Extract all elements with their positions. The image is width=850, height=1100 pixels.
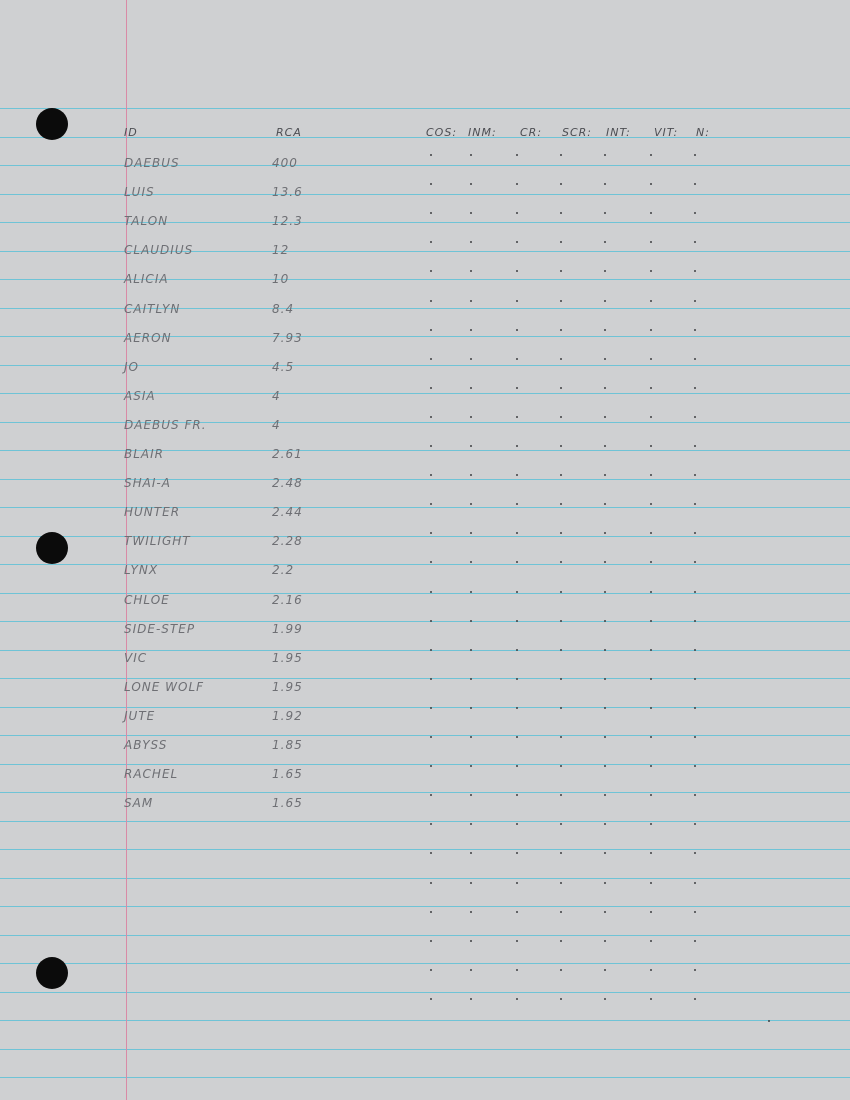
grid-dot: [516, 416, 518, 418]
grid-dot: [650, 532, 652, 534]
grid-dot: [604, 823, 606, 825]
grid-dot: [430, 474, 432, 476]
rule-line: [0, 792, 850, 793]
grid-dot: [694, 300, 696, 302]
rule-line: [0, 1049, 850, 1050]
row-name: JUTE: [124, 709, 156, 723]
grid-dot: [650, 503, 652, 505]
grid-dot: [516, 765, 518, 767]
grid-dot: [694, 532, 696, 534]
grid-dot: [516, 794, 518, 796]
grid-dot: [694, 852, 696, 854]
grid-dot: [604, 969, 606, 971]
grid-dot: [650, 416, 652, 418]
header-score: RCA: [276, 126, 302, 139]
grid-dot: [516, 561, 518, 563]
row-name: SHAI-A: [124, 476, 171, 490]
grid-dot: [604, 911, 606, 913]
rule-line: [0, 906, 850, 907]
row-name: CAITLYN: [124, 302, 181, 316]
row-score: 13.6: [272, 185, 303, 199]
grid-dot: [516, 241, 518, 243]
grid-dot: [470, 154, 472, 156]
grid-dot: [650, 911, 652, 913]
header-stat-int: INT:: [606, 126, 631, 139]
grid-dot: [430, 591, 432, 593]
grid-dot: [650, 969, 652, 971]
grid-dot: [694, 212, 696, 214]
row-name: ASIA: [124, 389, 156, 403]
row-name: LONE WOLF: [124, 680, 205, 694]
grid-dot: [470, 183, 472, 185]
row-score: 1.65: [272, 767, 303, 781]
grid-dot: [650, 270, 652, 272]
grid-dot: [560, 852, 562, 854]
grid-dot: [650, 998, 652, 1000]
grid-dot: [430, 270, 432, 272]
grid-dot: [650, 852, 652, 854]
grid-dot: [516, 212, 518, 214]
grid-dot: [470, 649, 472, 651]
row-score: 2.28: [272, 534, 303, 548]
rule-line: [0, 1077, 850, 1078]
grid-dot: [516, 678, 518, 680]
grid-dot: [430, 154, 432, 156]
grid-dot: [694, 503, 696, 505]
grid-dot: [516, 532, 518, 534]
grid-dot: [560, 474, 562, 476]
grid-dot: [560, 532, 562, 534]
grid-dot: [430, 765, 432, 767]
grid-dot: [430, 882, 432, 884]
grid-dot: [430, 823, 432, 825]
grid-dot: [560, 270, 562, 272]
grid-dot: [470, 707, 472, 709]
grid-dot: [604, 270, 606, 272]
grid-dot: [516, 183, 518, 185]
grid-dot: [694, 387, 696, 389]
grid-dot: [694, 329, 696, 331]
grid-dot: [516, 154, 518, 156]
row-score: 1.65: [272, 796, 303, 810]
rule-line: [0, 707, 850, 708]
grid-dot: [516, 270, 518, 272]
header-stat-inm: INM:: [468, 126, 497, 139]
row-score: 10: [272, 272, 290, 286]
grid-dot: [694, 416, 696, 418]
row-name: JO: [124, 360, 139, 374]
grid-dot: [560, 212, 562, 214]
grid-dot: [650, 707, 652, 709]
grid-dot: [560, 707, 562, 709]
grid-dot: [768, 1020, 770, 1022]
grid-dot: [516, 300, 518, 302]
punch-hole-middle: [36, 532, 68, 564]
grid-dot: [694, 445, 696, 447]
grid-dot: [694, 649, 696, 651]
row-name: RACHEL: [124, 767, 179, 781]
row-name: AERON: [124, 331, 172, 345]
grid-dot: [604, 940, 606, 942]
grid-dot: [560, 620, 562, 622]
grid-dot: [516, 707, 518, 709]
grid-dot: [516, 358, 518, 360]
grid-dot: [516, 474, 518, 476]
grid-dot: [560, 940, 562, 942]
grid-dot: [650, 387, 652, 389]
grid-dot: [516, 591, 518, 593]
grid-dot: [560, 591, 562, 593]
grid-dot: [430, 678, 432, 680]
grid-dot: [694, 620, 696, 622]
row-score: 1.92: [272, 709, 303, 723]
grid-dot: [560, 329, 562, 331]
grid-dot: [516, 969, 518, 971]
grid-dot: [604, 852, 606, 854]
header-stat-vit: VIT:: [654, 126, 679, 139]
grid-dot: [516, 445, 518, 447]
grid-dot: [694, 154, 696, 156]
rule-line: [0, 963, 850, 964]
grid-dot: [694, 561, 696, 563]
grid-dot: [516, 940, 518, 942]
grid-dot: [560, 416, 562, 418]
grid-dot: [560, 765, 562, 767]
grid-dot: [694, 707, 696, 709]
grid-dot: [516, 736, 518, 738]
grid-dot: [604, 678, 606, 680]
grid-dot: [694, 736, 696, 738]
grid-dot: [650, 620, 652, 622]
row-name: CLAUDIUS: [124, 243, 194, 257]
grid-dot: [560, 154, 562, 156]
row-name: TALON: [124, 214, 169, 228]
row-score: 8.4: [272, 302, 295, 316]
row-name: DAEBUS FR.: [124, 418, 207, 432]
row-score: 2.44: [272, 505, 303, 519]
grid-dot: [560, 445, 562, 447]
grid-dot: [516, 649, 518, 651]
grid-dot: [650, 940, 652, 942]
grid-dot: [430, 358, 432, 360]
grid-dot: [604, 329, 606, 331]
row-score: 2.48: [272, 476, 303, 490]
grid-dot: [650, 765, 652, 767]
grid-dot: [470, 620, 472, 622]
grid-dot: [470, 561, 472, 563]
grid-dot: [604, 358, 606, 360]
header-stat-cos: COS:: [426, 126, 458, 139]
grid-dot: [470, 212, 472, 214]
grid-dot: [516, 387, 518, 389]
grid-dot: [694, 358, 696, 360]
grid-dot: [650, 736, 652, 738]
grid-dot: [470, 998, 472, 1000]
grid-dot: [560, 649, 562, 651]
grid-dot: [470, 911, 472, 913]
rule-line: [0, 878, 850, 879]
rule-line: [0, 108, 850, 109]
grid-dot: [604, 707, 606, 709]
grid-dot: [560, 794, 562, 796]
grid-dot: [470, 270, 472, 272]
grid-dot: [694, 183, 696, 185]
row-name: ABYSS: [124, 738, 168, 752]
grid-dot: [470, 765, 472, 767]
grid-dot: [694, 998, 696, 1000]
grid-dot: [430, 416, 432, 418]
grid-dot: [430, 445, 432, 447]
grid-dot: [470, 678, 472, 680]
grid-dot: [650, 591, 652, 593]
grid-dot: [650, 358, 652, 360]
grid-dot: [430, 969, 432, 971]
grid-dot: [604, 474, 606, 476]
grid-dot: [604, 591, 606, 593]
grid-dot: [430, 387, 432, 389]
row-name: SIDE-STEP: [124, 622, 196, 636]
rule-line: [0, 821, 850, 822]
grid-dot: [516, 329, 518, 331]
grid-dot: [604, 416, 606, 418]
grid-dot: [430, 503, 432, 505]
grid-dot: [516, 503, 518, 505]
row-name: LYNX: [124, 563, 159, 577]
grid-dot: [604, 445, 606, 447]
grid-dot: [430, 911, 432, 913]
grid-dot: [470, 591, 472, 593]
grid-dot: [560, 241, 562, 243]
grid-dot: [560, 736, 562, 738]
row-score: 2.16: [272, 593, 303, 607]
grid-dot: [430, 736, 432, 738]
rule-line: [0, 678, 850, 679]
grid-dot: [470, 882, 472, 884]
grid-dot: [604, 300, 606, 302]
grid-dot: [604, 241, 606, 243]
grid-dot: [430, 998, 432, 1000]
grid-dot: [604, 183, 606, 185]
rule-line: [0, 764, 850, 765]
grid-dot: [604, 649, 606, 651]
grid-dot: [604, 998, 606, 1000]
grid-dot: [694, 794, 696, 796]
row-name: TWILIGHT: [124, 534, 191, 548]
row-score: 400: [272, 156, 298, 170]
grid-dot: [430, 707, 432, 709]
grid-dot: [694, 911, 696, 913]
grid-dot: [470, 300, 472, 302]
grid-dot: [604, 882, 606, 884]
grid-dot: [604, 736, 606, 738]
grid-dot: [430, 241, 432, 243]
row-score: 12.3: [272, 214, 303, 228]
grid-dot: [470, 474, 472, 476]
grid-dot: [430, 212, 432, 214]
grid-dot: [694, 823, 696, 825]
grid-dot: [604, 765, 606, 767]
grid-dot: [650, 154, 652, 156]
rule-line: [0, 935, 850, 936]
punch-hole-top: [36, 108, 68, 140]
grid-dot: [650, 212, 652, 214]
grid-dot: [516, 620, 518, 622]
row-score: 1.95: [272, 680, 303, 694]
grid-dot: [694, 241, 696, 243]
grid-dot: [470, 969, 472, 971]
header-stat-cr: CR:: [520, 126, 543, 139]
grid-dot: [470, 445, 472, 447]
grid-dot: [604, 154, 606, 156]
row-name: ALICIA: [124, 272, 169, 286]
grid-dot: [470, 416, 472, 418]
grid-dot: [430, 620, 432, 622]
grid-dot: [694, 969, 696, 971]
row-name: CHLOE: [124, 593, 170, 607]
grid-dot: [604, 503, 606, 505]
grid-dot: [650, 794, 652, 796]
grid-dot: [470, 532, 472, 534]
grid-dot: [430, 794, 432, 796]
grid-dot: [470, 823, 472, 825]
grid-dot: [560, 823, 562, 825]
row-score: 2.61: [272, 447, 303, 461]
grid-dot: [470, 503, 472, 505]
grid-dot: [470, 241, 472, 243]
grid-dot: [604, 561, 606, 563]
rule-line: [0, 849, 850, 850]
row-score: 4: [272, 389, 281, 403]
header-stat-scr: SCR:: [562, 126, 593, 139]
grid-dot: [470, 852, 472, 854]
grid-dot: [470, 794, 472, 796]
row-name: BLAIR: [124, 447, 165, 461]
grid-dot: [650, 649, 652, 651]
grid-dot: [470, 329, 472, 331]
header-id: ID: [124, 126, 138, 139]
grid-dot: [470, 940, 472, 942]
grid-dot: [560, 561, 562, 563]
grid-dot: [560, 300, 562, 302]
grid-dot: [604, 620, 606, 622]
row-score: 2.2: [272, 563, 295, 577]
grid-dot: [604, 212, 606, 214]
rule-line: [0, 735, 850, 736]
grid-dot: [560, 998, 562, 1000]
grid-dot: [430, 300, 432, 302]
row-name: DAEBUS: [124, 156, 180, 170]
grid-dot: [470, 736, 472, 738]
row-name: SAM: [124, 796, 154, 810]
grid-dot: [430, 852, 432, 854]
grid-dot: [694, 882, 696, 884]
punch-hole-bottom: [36, 957, 68, 989]
grid-dot: [430, 532, 432, 534]
grid-dot: [650, 678, 652, 680]
grid-dot: [516, 852, 518, 854]
grid-dot: [470, 358, 472, 360]
row-score: 1.99: [272, 622, 303, 636]
grid-dot: [650, 474, 652, 476]
grid-dot: [650, 300, 652, 302]
row-score: 1.85: [272, 738, 303, 752]
grid-dot: [560, 503, 562, 505]
grid-dot: [560, 183, 562, 185]
row-name: VIC: [124, 651, 148, 665]
grid-dot: [604, 794, 606, 796]
grid-dot: [430, 183, 432, 185]
grid-dot: [604, 532, 606, 534]
grid-dot: [560, 882, 562, 884]
row-score: 7.93: [272, 331, 303, 345]
rule-line: [0, 1020, 850, 1021]
grid-dot: [560, 969, 562, 971]
grid-dot: [694, 474, 696, 476]
grid-dot: [516, 998, 518, 1000]
grid-dot: [430, 649, 432, 651]
row-score: 4.5: [272, 360, 295, 374]
row-name: LUIS: [124, 185, 155, 199]
grid-dot: [650, 445, 652, 447]
grid-dot: [694, 678, 696, 680]
grid-dot: [650, 241, 652, 243]
grid-dot: [516, 882, 518, 884]
row-score: 1.95: [272, 651, 303, 665]
grid-dot: [516, 823, 518, 825]
grid-dot: [650, 823, 652, 825]
grid-dot: [694, 591, 696, 593]
grid-dot: [650, 183, 652, 185]
grid-dot: [430, 940, 432, 942]
row-name: HUNTER: [124, 505, 181, 519]
grid-dot: [650, 882, 652, 884]
grid-dot: [560, 678, 562, 680]
grid-dot: [430, 561, 432, 563]
grid-dot: [650, 561, 652, 563]
grid-dot: [650, 329, 652, 331]
grid-dot: [560, 358, 562, 360]
grid-dot: [560, 387, 562, 389]
grid-dot: [694, 765, 696, 767]
row-score: 12: [272, 243, 290, 257]
grid-dot: [560, 911, 562, 913]
grid-dot: [694, 270, 696, 272]
grid-dot: [470, 387, 472, 389]
header-stat-n: N:: [696, 126, 710, 139]
row-score: 4: [272, 418, 281, 432]
grid-dot: [604, 387, 606, 389]
grid-dot: [516, 911, 518, 913]
rule-line: [0, 992, 850, 993]
grid-dot: [430, 329, 432, 331]
grid-dot: [694, 940, 696, 942]
